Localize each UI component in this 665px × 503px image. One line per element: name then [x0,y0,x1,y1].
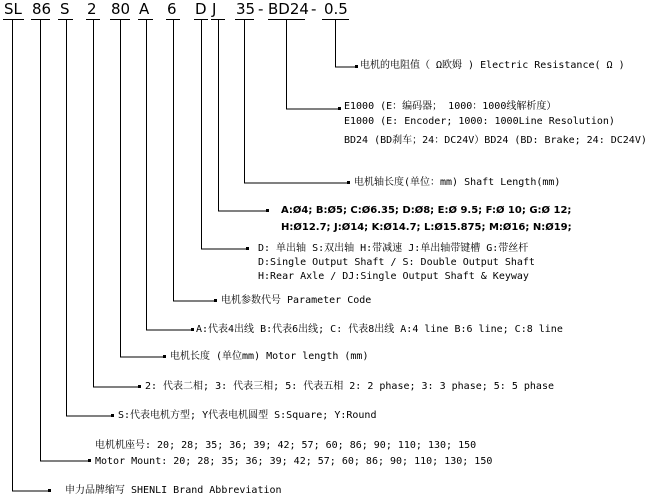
label-encoder-en: E1000 (E: Encoder; 1000: 1000Line Resolution) [344,116,615,127]
label-shaft-type-cn: D: 单出轴 S:双出轴 H:带减速 J:单出轴带键槽 G:带丝杆 [258,243,529,254]
code-0-5: 0.5 [324,0,348,18]
label-shaft-length: 电机轴长度(单位：mm) Shaft Length(mm) [354,177,561,188]
label-resistance: 电机的电阻值（ Ω欧姆 ) Electric Resistance( Ω ) [360,60,625,71]
code-s: S [60,0,70,18]
code-j: J [212,0,217,18]
label-mount-en: Motor Mount: 20; 28; 35; 36; 39; 42; 57; 60; 86; 90; 110; 130; 150 [95,456,493,467]
code-d: D [195,0,207,18]
label-motor-length: 电机长度 (单位mm) Motor length (mm) [170,351,369,362]
label-parameter-code: 电机参数代号 Parameter Code [221,295,372,306]
label-shaft-type-en-2: H:Rear Axle / DJ:Single Output Shaft & Keyway [258,271,529,282]
code-a: A [139,0,150,18]
code-dash-2: - [311,0,317,18]
label-encoder-cn: E1000 (E：编码器； 1000：1000线解析度） [344,101,557,112]
label-shaft-diameter-1: A:Ø4; B:Ø5; C:Ø6.35; D:Ø8; E:Ø 9.5; F:Ø 10; G:Ø 12; [281,205,572,216]
label-shaft-type-en-1: D:Single Output Shaft / S: Double Output Shaft [258,257,535,268]
label-brake: BD24 (BD刹车；24：DC24V）BD24 (BD: Brake; 24: DC24V) [344,135,647,146]
code-6: 6 [167,0,177,18]
label-shaft-diameter-2: H:Ø12.7; J:Ø14; K:Ø14.7; L:Ø15.875; M:Ø16; N:Ø19; [281,222,572,233]
code-dash-1: - [258,0,264,18]
code-80: 80 [111,0,131,18]
label-lines: A:代表4出线 B:代表6出线; C: 代表8出线 A:4 line B:6 line; C:8 line [196,324,563,335]
label-brand: 申力品牌缩写 SHENLI Brand Abbreviation [65,485,282,496]
code-86: 86 [32,0,52,18]
label-shape: S:代表电机方型; Y代表电机圆型 S:Square; Y:Round [118,410,377,421]
label-mount-cn: 电机机座号: 20; 28; 35; 36; 39; 42; 57; 60; 86; 90; 110; 130; 150 [95,440,477,451]
code-sl: SL [4,0,22,18]
code-bd24: BD24 [268,0,309,18]
code-35: 35 [236,0,256,18]
code-2: 2 [87,0,97,18]
label-phase: 2: 代表二相; 3: 代表三相; 5: 代表五相 2: 2 phase; 3: 3 phase; 5: 5 phase [145,381,554,392]
